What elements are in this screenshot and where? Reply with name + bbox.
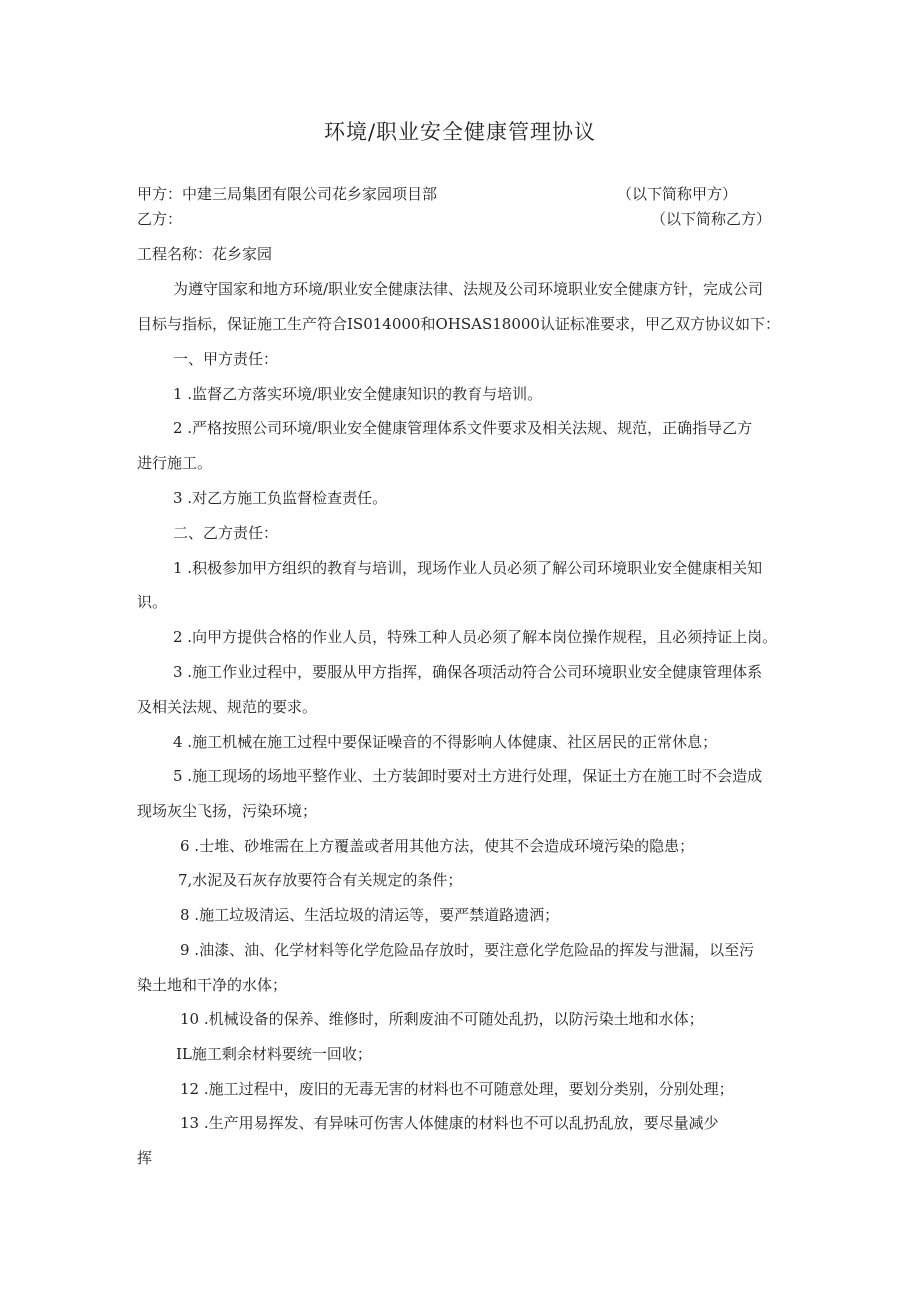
party-b-item-11: IL施工剩余材料要统一回收； xyxy=(176,1045,372,1063)
party-a-note: （以下简称甲方） xyxy=(617,185,738,203)
party-b: 乙方： xyxy=(137,210,183,228)
party-b-item-2: 2 .向甲方提供合格的作业人员，特殊工种人员必须了解本岗位操作规程，且必须持证上岗。 xyxy=(173,628,778,646)
party-b-item-6: 6 .士堆、砂堆需在上方覆盖或者用其他方法，使其不会造成环境污染的隐患； xyxy=(180,837,695,855)
party-b-item-8: 8 .施工垃圾清运、生活垃圾的清运等，要严禁道路遗洒； xyxy=(180,906,560,924)
party-a-item-1: 1 .监督乙方落实环境/职业安全健康知识的教育与培训。 xyxy=(173,385,543,403)
party-b-item-4: 4 .施工机械在施工过程中要保证噪音的不得影响人体健康、社区居民的正常休息； xyxy=(173,733,718,751)
party-b-item-9-cont: 染土地和干净的水体； xyxy=(137,976,288,994)
section-party-a: 一、甲方责任： xyxy=(173,350,279,368)
party-b-item-9: 9 .油漆、油、化学材料等化学危险品存放时，要注意化学危险品的挥发与泄漏，以至污 xyxy=(180,941,755,959)
party-b-item-3-cont: 及相关法规、规范的要求。 xyxy=(137,698,318,716)
party-b-item-7: 7,水泥及石灰存放要符合有关规定的条件； xyxy=(178,871,463,889)
party-b-item-1: 1 .积极参加甲方组织的教育与培训，现场作业人员必须了解公司环境职业安全健康相关知 xyxy=(173,559,763,577)
intro-line-1: 为遵守国家和地方环境/职业安全健康法律、法规及公司环境职业安全健康方针，完成公司 xyxy=(173,280,764,298)
section-party-b: 二、乙方责任： xyxy=(173,524,279,542)
party-a-item-2-cont: 进行施工。 xyxy=(137,454,213,472)
page-title: 环境/职业安全健康管理协议 xyxy=(323,120,597,144)
party-b-item-1-cont: 识。 xyxy=(137,593,168,611)
party-b-item-10: 10 .机械设备的保养、维修时，所剩废油不可随处乱扔，以防污染土地和水体； xyxy=(180,1010,704,1028)
party-a-item-2: 2 .严格按照公司环境/职业安全健康管理体系文件要求及相关法规、规范，正确指导乙方 xyxy=(173,419,753,437)
party-b-item-3: 3 .施工作业过程中，要服从甲方指挥，确保各项活动符合公司环境职业安全健康管理体系 xyxy=(173,663,763,681)
party-b-item-12: 12 .施工过程中，废旧的无毒无害的材料也不可随意处理，要划分类别，分别处理； xyxy=(180,1080,734,1098)
project-name: 工程名称：花乡家园 xyxy=(137,245,273,263)
party-b-item-13: 13 .生产用易挥发、有异味可伤害人体健康的材料也不可以乱扔乱放，要尽量减少 xyxy=(180,1114,719,1132)
party-b-item-5-cont: 现场灰尘飞扬，污染环境； xyxy=(137,802,318,820)
intro-line-2: 目标与指标，保证施工生产符合IS014000和OHSAS18000认证标准要求，甲乙双方协议如下： xyxy=(137,315,780,333)
party-b-item-13-cont: 挥 xyxy=(137,1149,153,1167)
party-b-note: （以下简称乙方） xyxy=(651,210,772,228)
party-a-item-3: 3 .对乙方施工负监督检查责任。 xyxy=(173,489,388,507)
party-b-item-5: 5 .施工现场的场地平整作业、土方装卸时要对土方进行处理，保证土方在施工时不会造成 xyxy=(173,767,763,785)
party-a: 甲方：中建三局集团有限公司花乡家园项目部 xyxy=(137,185,438,203)
